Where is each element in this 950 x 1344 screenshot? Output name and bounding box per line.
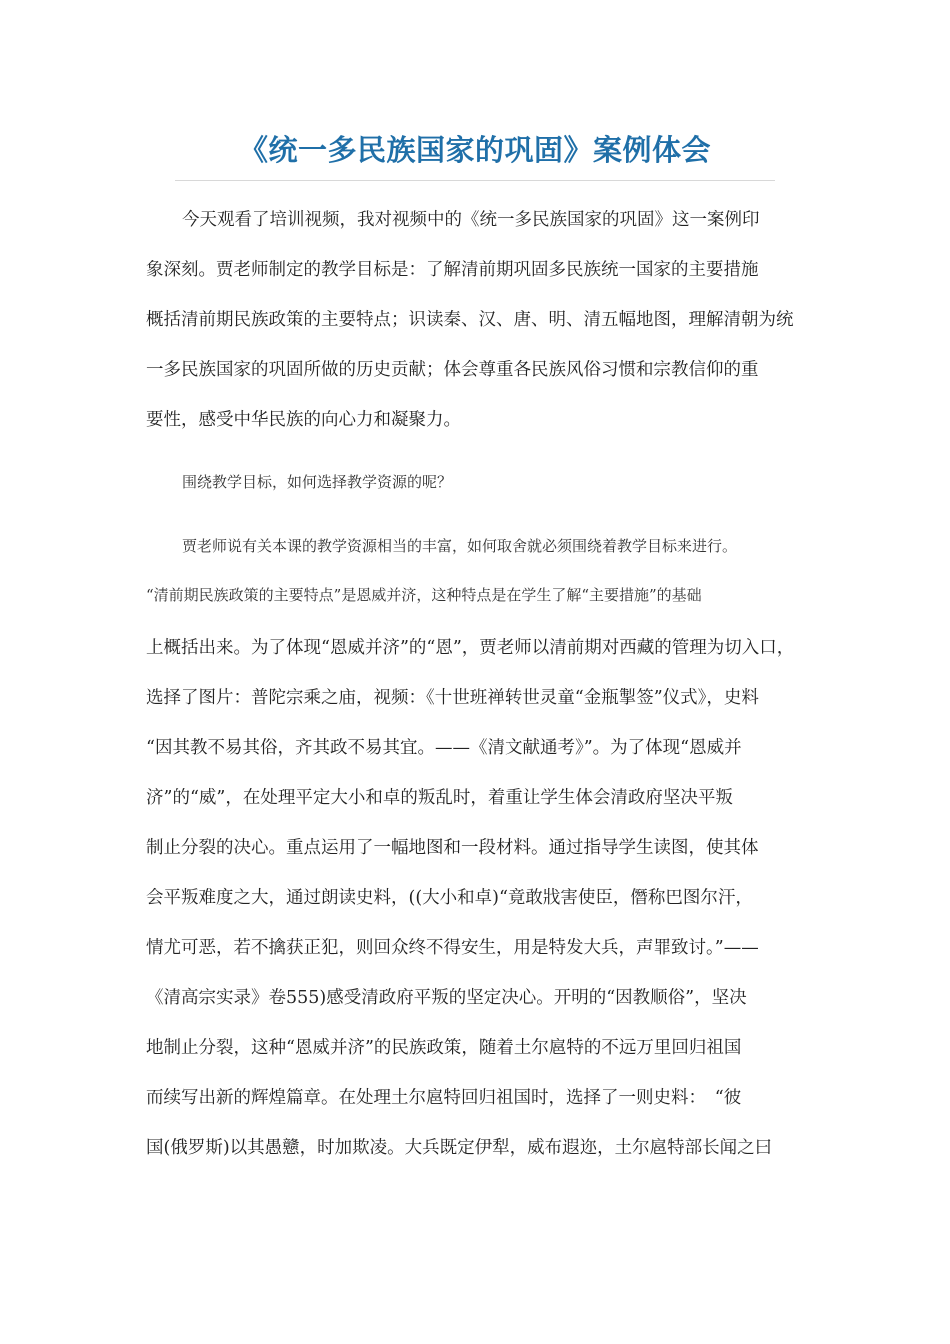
body-line-10: 而续写出新的辉煌篇章。在处理土尔扈特回归祖国时，选择了一则史料： “彼: [146, 1088, 742, 1108]
body-line-4: 济”的“威”，在处理平定大小和卓的叛乱时，着重让学生体会清政府坚决平叛: [146, 788, 733, 808]
body-line-6: 会平叛难度之大，通过朗读史料，((大小和卓)“竟敢戕害使臣，僭称巴图尔汗，: [146, 888, 753, 908]
body-line-7: 情尤可恶，若不擒获正犯，则回众终不得安生，用是特发大兵，声罪致讨。”——: [146, 938, 759, 958]
resources-line-1: 贾老师说有关本课的教学资源相当的丰富，如何取舍就必须围绕着教学目标来进行。: [182, 537, 738, 555]
body-line-5: 制止分裂的决心。重点运用了一幅地图和一段材料。通过指导学生读图，使其体: [146, 838, 759, 858]
intro-line-3: 概括清前期民族政策的主要特点；识读秦、汉、唐、明、清五幅地图，理解清朝为统: [146, 310, 794, 330]
document-title: 《统一多民族国家的巩固》案例体会: [238, 133, 711, 167]
question-line: 围绕教学目标，如何选择教学资源的呢？: [182, 473, 453, 491]
body-line-2: 选择了图片：普陀宗乘之庙，视频：《十世班禅转世灵童“金瓶掣签”仪式》，史料: [146, 688, 759, 708]
title-divider: [175, 180, 775, 181]
body-line-1: 上概括出来。为了体现“恩威并济”的“恩”，贾老师以清前期对西藏的管理为切入口，: [146, 638, 795, 658]
intro-line-5: 要性，感受中华民族的向心力和凝聚力。: [146, 410, 461, 430]
intro-line-1: 今天观看了培训视频，我对视频中的《统一多民族国家的巩固》这一案例印: [182, 210, 760, 230]
intro-line-2: 象深刻。贾老师制定的教学目标是：了解清前期巩固多民族统一国家的主要措施: [146, 260, 759, 280]
body-line-3: “因其教不易其俗，齐其政不易其宜。——《清文献通考》”。为了体现“恩威并: [146, 738, 742, 758]
body-line-9: 地制止分裂，这种“恩威并济”的民族政策，随着土尔扈特的不远万里回归祖国: [146, 1038, 742, 1058]
intro-line-4: 一多民族国家的巩固所做的历史贡献；体会尊重各民族风俗习惯和宗教信仰的重: [146, 360, 759, 380]
body-line-11: 国(俄罗斯)以其愚戆，时加欺凌。大兵既定伊犁，威布遐迩，土尔扈特部长闻之曰: [146, 1138, 773, 1158]
resources-line-2: “清前期民族政策的主要特点”是恩威并济，这种特点是在学生了解“主要措施”的基础: [146, 586, 702, 604]
body-line-8: 《清高宗实录》卷555)感受清政府平叛的坚定决心。开明的“因教顺俗”，坚决: [146, 988, 747, 1008]
